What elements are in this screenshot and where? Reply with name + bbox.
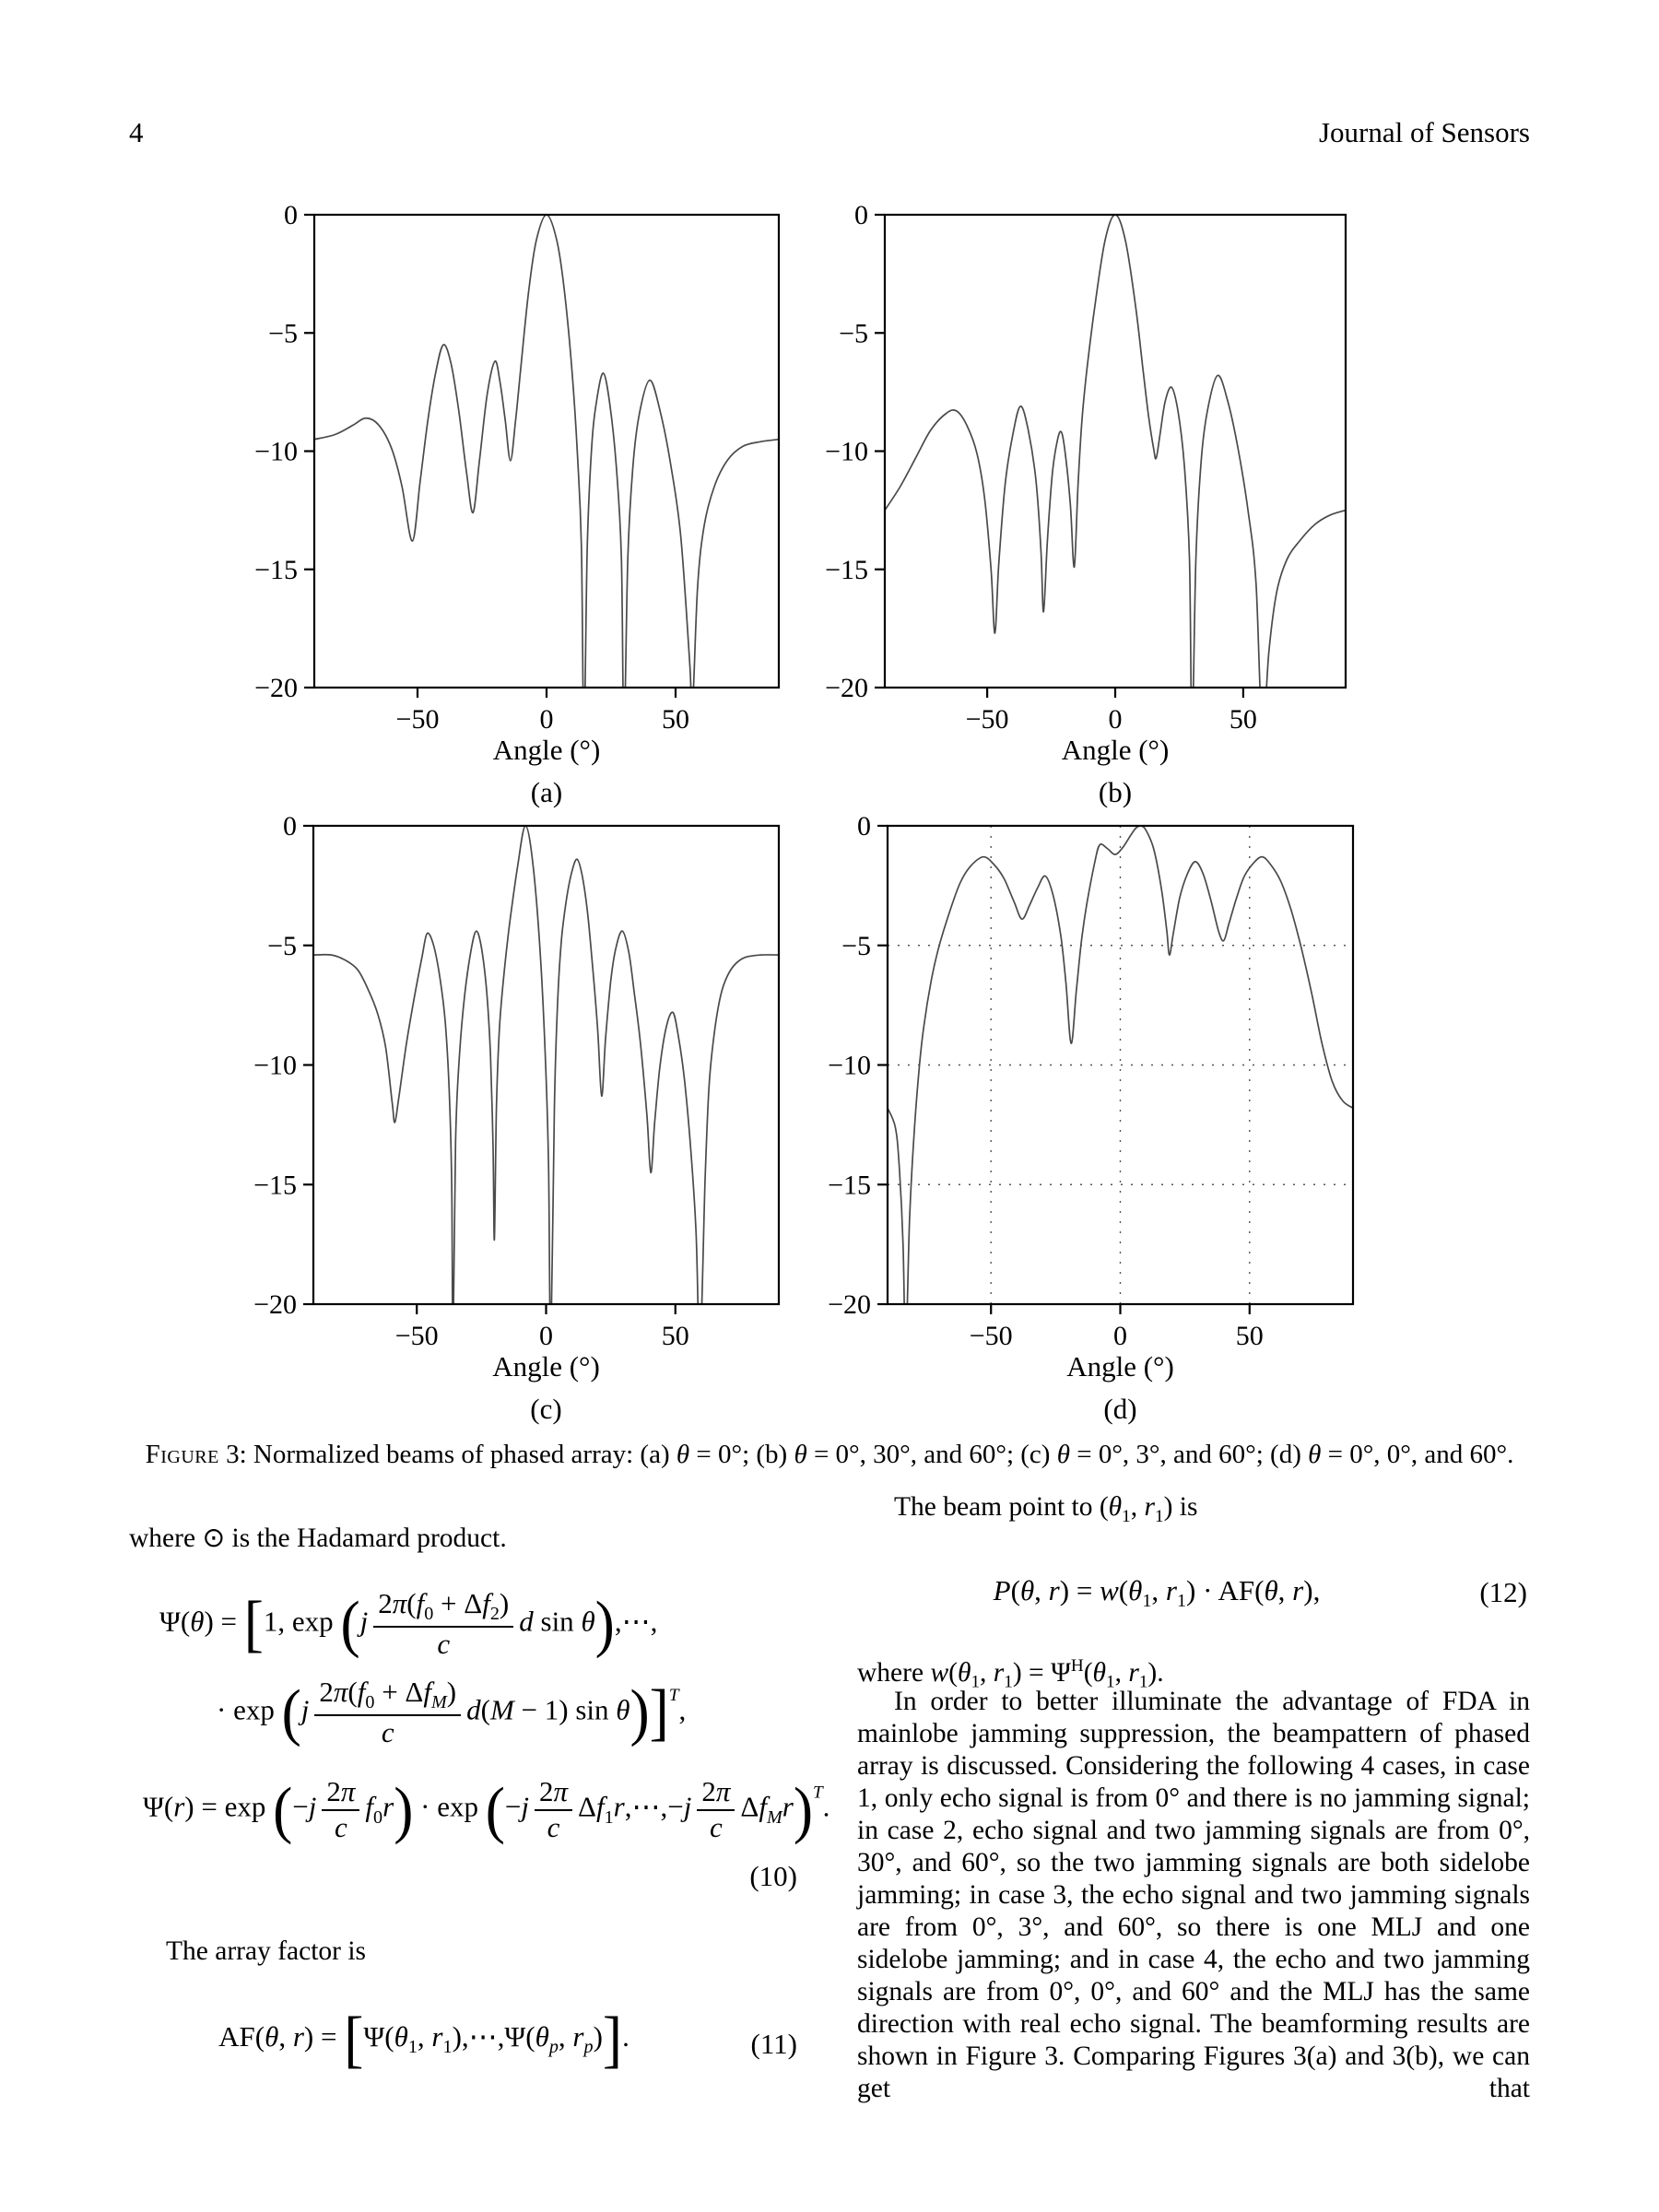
text-beam-point: The beam point to ($\theta_1$, $r_1$) is xyxy=(894,1492,1198,1526)
y-tick-label: −10 xyxy=(828,1050,871,1081)
y-tick-label: −20 xyxy=(828,1289,871,1320)
x-tick-label: 0 xyxy=(1108,704,1123,735)
x-tick-label: −50 xyxy=(395,704,440,735)
beampattern-curve xyxy=(885,215,1346,736)
y-tick-label: −15 xyxy=(254,554,298,585)
y-tick-label: −5 xyxy=(841,930,871,961)
page-number: 4 xyxy=(129,116,144,148)
x-tick-label: 50 xyxy=(662,704,689,735)
text-hadamard: where ⊙ is the Hadamard product. xyxy=(129,1524,507,1553)
subplot-label: (d) xyxy=(1103,1393,1137,1425)
y-tick-label: 0 xyxy=(857,811,871,841)
x-axis-label: Angle (°) xyxy=(492,1350,600,1382)
page-header xyxy=(129,116,1530,149)
x-tick-label: −50 xyxy=(394,1321,439,1351)
plot-a xyxy=(227,192,797,830)
x-axis-label: Angle (°) xyxy=(492,734,601,766)
subplot-label: (a) xyxy=(530,776,563,808)
text-where-w: where $w(\theta_1$, $r_1) = \Psi^H(\theta_1$, $r_1$). xyxy=(857,1656,1164,1692)
plot-d xyxy=(800,803,1371,1447)
axes-box xyxy=(314,215,779,688)
y-tick-label: −20 xyxy=(253,1289,297,1320)
plot-c xyxy=(226,803,797,1447)
x-tick-label: 0 xyxy=(539,704,554,735)
journal-title: Journal of Sensors xyxy=(1318,116,1530,148)
subplot-label: (c) xyxy=(530,1393,562,1425)
figure-caption: Figure 3: Normalized beams of phased array: (a) θ = 0°; (b) θ = 0°, 30°, and 60°; (c) θ = 0°, 3°, and 60°; (d) θ = 0°, 0°, and 60°. xyxy=(145,1440,1514,1469)
beampattern-curve xyxy=(313,826,779,1353)
text-array-factor-intro: The array factor is xyxy=(166,1936,367,1966)
equation-10-line2: · exp (j $\frac{2\pi(f_0 + \Delta f_M)}{c}$ d(M − 1) sin θ)]$^T$, xyxy=(217,1676,687,1748)
y-tick-label: −10 xyxy=(254,436,298,467)
equation-11: AF(θ, $r) = [\Psi(\theta_1$, $r_1),\cdots,\Psi(\theta_p$, $r_p$)]. xyxy=(218,2004,629,2075)
y-tick-label: 0 xyxy=(854,200,868,230)
subplot-label: (b) xyxy=(1098,776,1133,808)
y-tick-label: −10 xyxy=(825,436,868,467)
equation-10-line3: Ψ(r) = exp (−j $\frac{2\pi}{c}$ $f_0r) \cdot \exp (-j$ $\frac{2\pi}{c}$ $\Delta f_1r,\cdots,-j$ $\frac{2\pi}{c}$ $\Delta f_Mr)^T$. xyxy=(143,1773,830,1845)
equation-12-number: (12) xyxy=(1479,1576,1527,1608)
y-tick-label: −5 xyxy=(267,930,297,961)
x-tick-label: 50 xyxy=(1235,1321,1264,1351)
beampattern-chart-c xyxy=(226,803,797,1442)
x-tick-label: −50 xyxy=(969,1321,1013,1351)
beampattern-chart-b xyxy=(797,192,1364,826)
y-tick-label: −15 xyxy=(825,554,868,585)
beampattern-curve xyxy=(314,215,779,735)
axes-box xyxy=(885,215,1346,688)
x-axis-label: Angle (°) xyxy=(1066,1350,1174,1382)
equation-11-number: (11) xyxy=(750,2028,797,2060)
y-tick-label: −20 xyxy=(825,673,868,703)
plot-b xyxy=(797,192,1364,830)
equation-12: P(θ, $r) = w(\theta_1$, $r_1) \cdot AF(\theta$, r), xyxy=(993,1574,1321,1612)
y-tick-label: 0 xyxy=(283,811,297,841)
x-tick-label: 50 xyxy=(1229,704,1257,735)
y-tick-label: −20 xyxy=(254,673,298,703)
equation-10-number: (10) xyxy=(749,1860,797,1892)
beampattern-chart-a xyxy=(227,192,797,826)
beampattern-chart-d xyxy=(800,803,1371,1442)
y-tick-label: −5 xyxy=(839,318,868,349)
x-tick-label: 50 xyxy=(661,1321,689,1351)
text-paragraph: In order to better illuminate the advantage of FDA in mainlobe jamming suppression, the beampattern of phased array is discussed. Considering the following 4 cases, in case 1, only echo signal is from 0° and there is no jamming signal; in case 2, echo signal and two jamming signals are from 0°, 30°, and 60°, so the two jamming signals are both sidelobe jamming; in case 3, the echo signal and two jamming signals are from 0°, 3°, and 60°, so there is one MLJ and one sidelobe jamming; and in case 4, the echo and two jamming signals are from 0°, 0°, and 60° and the MLJ has the same direction with real echo signal. The beamforming results are shown in Figure 3. Comparing Figures 3(a) and 3(b), we can get that xyxy=(857,1687,1530,2103)
y-tick-label: −15 xyxy=(253,1170,297,1201)
y-tick-label: −10 xyxy=(253,1050,297,1081)
y-tick-label: −5 xyxy=(268,318,298,349)
x-tick-label: 0 xyxy=(539,1321,553,1351)
y-tick-label: 0 xyxy=(284,200,298,230)
x-tick-label: 0 xyxy=(1113,1321,1127,1351)
x-axis-label: Angle (°) xyxy=(1061,734,1170,766)
y-tick-label: −15 xyxy=(828,1170,871,1201)
x-tick-label: −50 xyxy=(965,704,1009,735)
equation-10-line1: Ψ(θ) = [1, exp (j $\frac{2\pi(f_0 + \Delta f_2)}{c}$ d sin θ),⋯, xyxy=(159,1587,658,1660)
